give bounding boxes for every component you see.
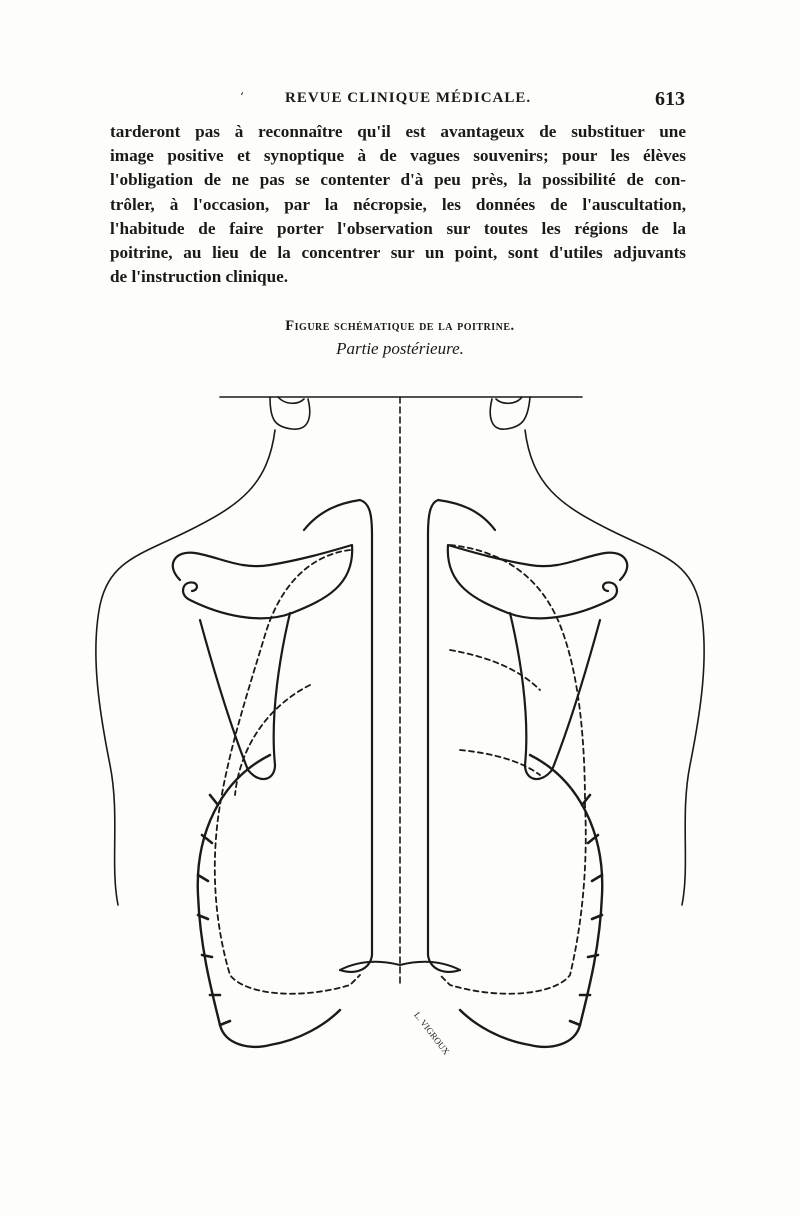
right-scapula-blade (510, 613, 600, 779)
running-title: REVUE CLINIQUE MÉDICALE. (285, 90, 532, 106)
right-ribs (460, 755, 602, 1047)
body-line: l'habitude de faire porter l'observation sur toutes les régions de la (110, 218, 686, 238)
page-number: 613 (655, 88, 685, 110)
right-scapula (448, 545, 627, 618)
running-head (110, 88, 685, 114)
left-rib-ticks (198, 795, 230, 1025)
neck-left (270, 397, 310, 429)
body-line: trôler, à l'occasion, par la nécropsie, les données de l'auscultation, (110, 194, 686, 214)
right-spine-column (428, 500, 495, 972)
figure-subtitle: Partie postérieure. (336, 339, 464, 358)
body-outline-right (525, 430, 704, 905)
left-scapula-blade (200, 613, 290, 779)
right-lung-inner-1 (450, 650, 540, 690)
left-spine-column (304, 500, 372, 972)
right-lung-inner-2 (460, 750, 540, 775)
left-scapula (173, 545, 352, 618)
figure-caption (110, 318, 690, 359)
body-line: de l'instruction clinique. (110, 267, 289, 287)
body-line: image positive et synoptique à de vagues souvenirs; pour les élèves (110, 146, 686, 166)
engraver-signature: L. VIGROUX (412, 1010, 452, 1057)
chest-illustration (70, 385, 730, 1085)
right-lung-outline (440, 545, 586, 994)
body-outline-left (96, 430, 275, 905)
neck-right (490, 397, 530, 429)
chest-diagram (70, 385, 730, 1085)
left-ribs (198, 755, 340, 1047)
body-paragraph (110, 120, 686, 289)
body-line: l'obligation de ne pas se contenter d'à peu près, la possibilité de con- (110, 170, 686, 190)
body-line: tarderont pas à reconnaître qu'il est avantageux de substituer une (110, 122, 686, 141)
print-speck: ‘ (240, 90, 244, 104)
figure-title: Figure schématique de la poitrine. (285, 318, 515, 334)
left-lung-inner (235, 685, 310, 795)
body-line: poitrine, au lieu de la concentrer sur un point, sont d'utiles adjuvants (110, 243, 686, 263)
